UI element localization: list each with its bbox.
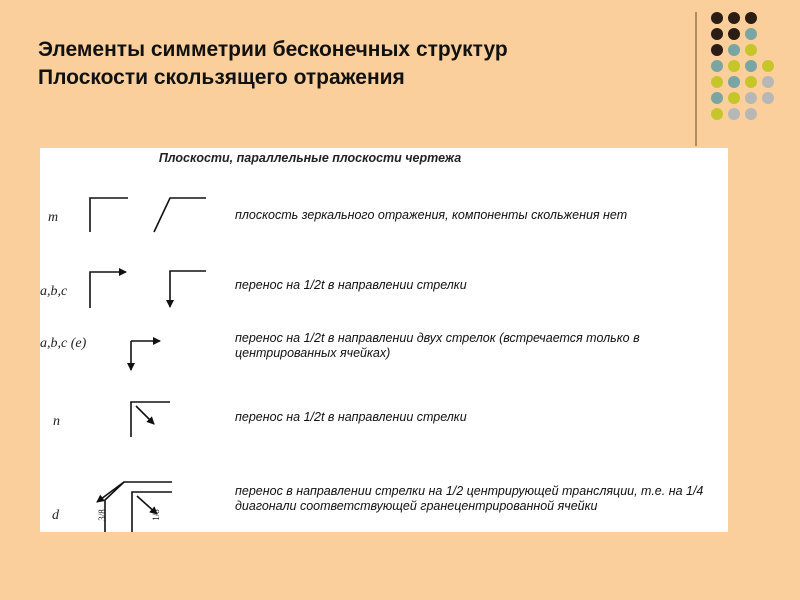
decor-vertical-line [695,12,697,146]
slide-title [38,36,678,92]
panel-title: Плоскости, параллельные плоскости чертежа [158,151,462,165]
decor-dot [745,28,757,40]
decor-dot [745,92,757,104]
decor-dot [728,76,740,88]
row-description-m: плоскость зеркального отражения, компоненты скольжения нет [235,208,628,222]
d-fraction-right: 1/8 [150,509,161,521]
mirror-plane-inclined-symbol [154,198,206,232]
decor-dot [711,76,723,88]
decor-dot [745,44,757,56]
row-symbol-d: d [52,508,59,523]
decor-dot [711,92,723,104]
row-symbol-abc-e: a,b,c (e) [40,336,87,351]
row-symbol-n: n [53,414,60,429]
decor-dot [711,28,723,40]
row-symbol-m: m [48,210,59,225]
decor-dot [745,76,757,88]
symbols-panel [40,148,728,532]
decor-dot [745,108,757,120]
decor-dot [728,44,740,56]
glide-arrow-right-symbol [90,272,126,308]
decor-dot [762,60,774,72]
glide-arrow-down-symbol [170,271,206,307]
n-glide-diagonal-arrow [136,406,154,424]
slide-title-line2: Плоскости скользящего отражения [38,66,405,89]
decor-dot [711,12,723,24]
slide-title-line1: Элементы симметрии бесконечных структур [38,38,508,61]
row-description-d: перенос в направлении стрелки на 1/2 центрирующей трансляции, т.е. на 1/4 диагонали соответствующей гранецентрированной ячейки [235,484,704,513]
d-fraction-left: 3/8 [96,509,107,521]
decor-dot [728,108,740,120]
d-glide-left-arrow [97,482,124,502]
decor-dot [728,92,740,104]
row-description-abc-e: перенос на 1/2t в направлении двух стрелок (встречается только в центрированных ячейках) [235,331,640,360]
decor-dot [728,28,740,40]
decor-dot [711,108,723,120]
decor-dot-grid [711,12,791,132]
decor-dot [728,12,740,24]
mirror-plane-symbol [90,198,128,232]
row-description-n: перенос на 1/2t в направлении стрелки [235,410,467,424]
symbol-diagrams [40,148,240,532]
decor-dot [711,60,723,72]
decor-dot [762,76,774,88]
decor-dot [745,60,757,72]
row-description-abc: перенос на 1/2t в направлении стрелки [235,278,467,292]
decor-dot [762,92,774,104]
decor-dot [711,44,723,56]
decor-dot [728,60,740,72]
decor-dot [745,12,757,24]
row-symbol-abc: a,b,c [40,284,68,299]
